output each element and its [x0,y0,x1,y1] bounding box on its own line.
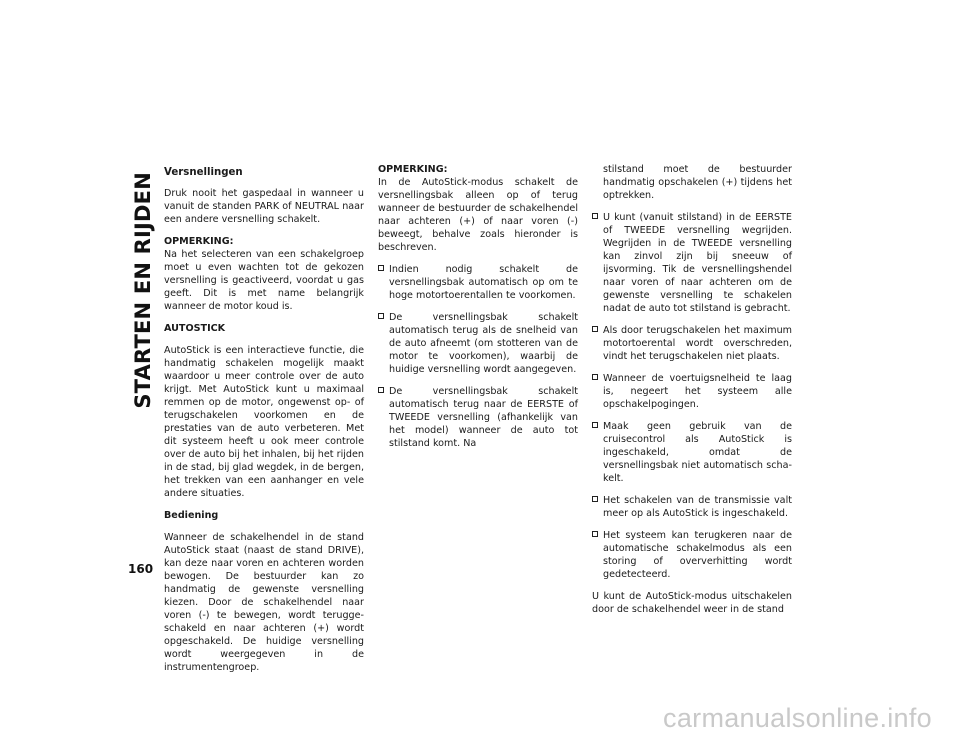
list-item [378,263,578,302]
list-item-text: Als door terugschakelen het maximum motortoerental wordt overschreden, vindt het terugschakelen niet plaats. [603,325,792,362]
checkbox-bullet-icon [592,326,598,332]
list-item-text: Het systeem kan terugkeren naar de automatische schakelmodus als een storing of oververhitting wordt gedetecteerd. [603,530,792,580]
bediening-heading: Bediening [164,510,219,521]
list-item [378,385,578,450]
note-label: OPMERKING: [378,164,448,175]
list-item [592,211,792,315]
list-item [592,494,792,520]
list-item-text: Het schakelen van de transmissie valt meer op als AutoStick is ingeschakeld. [603,495,792,519]
closing-paragraph: U kunt de AutoStick-modus uitschakelen door de schakelhendel weer in de stand [592,591,792,615]
list-item [378,311,578,376]
list-item-text: De versnellingsbak schakelt automatisch terug als de snelheid van de auto afneemt (om stotteren van de motor te voorkomen), waarbij de huidige versnelling wordt aangegeven. [389,312,578,375]
checkbox-bullet-icon [378,313,384,319]
chapter-title-text: STARTEN EN RIJDEN [131,172,155,409]
page-number: 160 [128,562,154,576]
text-column-2 [378,163,578,459]
section-heading: Versnellingen [164,167,243,178]
bullet-list [592,211,792,581]
bullet-list [378,263,578,450]
watermark: carmanualsonline.info [663,703,932,733]
list-item-text: Indien nodig schakelt de versnellingsbak automatisch op om te hoge motortoerentallen te voorkomen. [389,264,578,301]
note-text: Na het selecteren van een schakelgroep moet u even wachten tot de gekozen versnelling is geactiveerd, voordat u gas geeft. Dit is met name belangrijk wanneer de motor koud is. [164,249,364,312]
text-column-1 [164,163,364,683]
note-label: OPMERKING: [164,236,234,247]
checkbox-bullet-icon [592,374,598,380]
autostick-heading: AUTOSTICK [164,323,226,334]
checkbox-bullet-icon [378,387,384,393]
list-item-text: Maak geen gebruik van de cruisecontrol als AutoStick is ingeschakeld, omdat de versnellingsbak niet automatisch schakelt. [603,421,792,484]
bediening-paragraph: Wanneer de schakelhendel in de stand AutoStick staat (naast de stand DRIVE), kan deze naar voren en achteren worden bewogen. De bestuurder kan zo handmatig de gewenste versnelling kiezen. Door de schakelhendel naar voren (-) te bewegen, wordt teruggeschakeld en naar achteren (+) wordt opgeschakeld. De huidige versnelling wordt weergegeven in de instrumentengroep. [164,532,364,673]
note-text: In de AutoStick-modus schakelt de versnellingsbak alleen op of terug wanneer de bestuurder de schakelhendel naar achteren (+) of naar voren (-) beweegt, behalve zoals hieronder is beschreven. [378,177,578,253]
list-item [592,529,792,581]
checkbox-bullet-icon [592,531,598,537]
list-item-continuation: stilstand moet de bestuurder handmatig opschakelen (+) tijdens het optrekken. [603,164,792,201]
list-item [592,420,792,485]
checkbox-bullet-icon [378,265,384,271]
checkbox-bullet-icon [592,422,598,428]
text-column-3 [592,163,792,625]
list-item-text: Wanneer de voertuigsnelheid te laag is, negeert het systeem alle opschakelpogingen. [603,373,792,410]
autostick-paragraph: AutoStick is een interactieve functie, die handmatig schakelen mogelijk maakt waardoor u meer controle over de auto krijgt. Met AutoStick kunt u maximaal remmen op de motor, ongewenst op- of terugschakelen voorkomen en de prestaties van de auto verbeteren. Met dit systeem heeft u ook meer controle over de auto bij het inhalen, bij het rijden in de stad, bij glad wegdek, in de bergen, het trekken van een aanhanger en vele andere situaties. [164,345,364,499]
list-item-text: U kunt (vanuit stilstand) in de EERSTE of TWEEDE versnelling wegrijden. Wegrijden in de TWEEDE versnelling kan zinvol zijn bij sneeuw of ijsvorming. Tik de versnellingshendel naar voren of naar achteren om de gewenste versnelling te schakelen nadat de auto tot stilstand is gebracht. [603,212,792,314]
intro-paragraph: Druk nooit het gaspedaal in wanneer u vanuit de standen PARK of NEUTRAL naar een andere versnelling schakelt. [164,188,364,225]
checkbox-bullet-icon [592,496,598,502]
checkbox-bullet-icon [592,213,598,219]
chapter-title [126,172,160,552]
list-item [592,372,792,411]
list-item [592,324,792,363]
list-item-text: De versnellingsbak schakelt automatisch terug naar de EERSTE of TWEEDE versnelling (afhankelijk van het model) wanneer de auto tot stilstand komt. Na [389,386,578,449]
